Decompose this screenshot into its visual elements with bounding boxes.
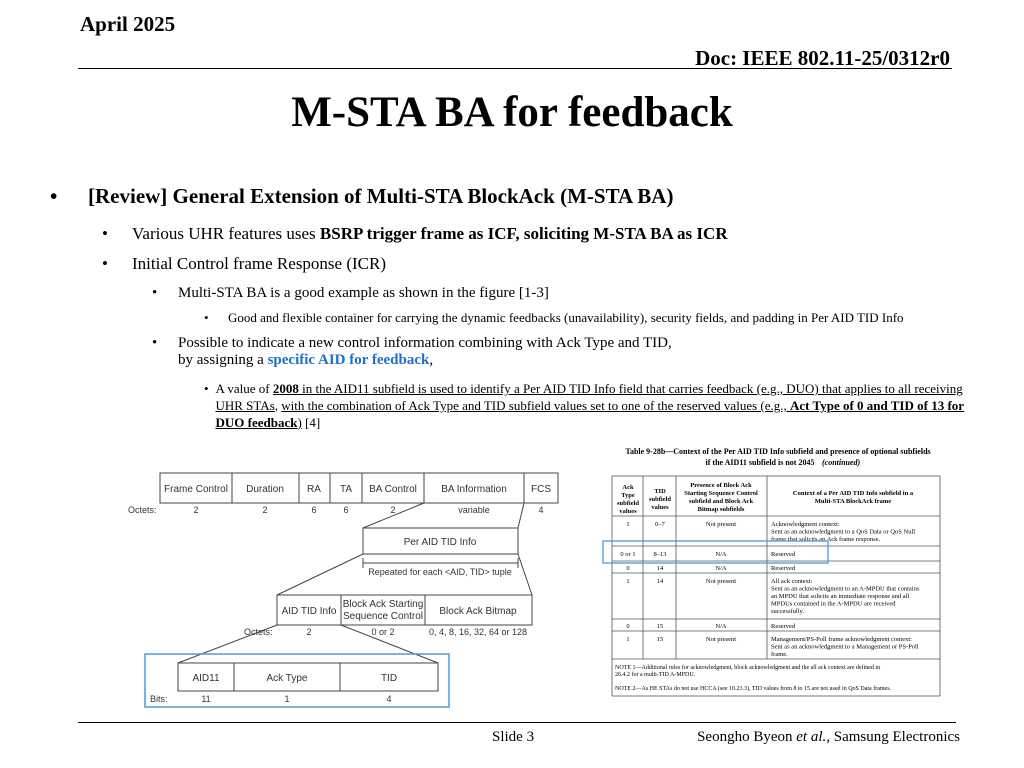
- table-cell: All ack context: Sent as an acknowledgment to an A-MPDU that contains an MPDU that solicits an immediate response and all MPDUs contained in the A-MPDU are received successfully.: [771, 578, 920, 615]
- author-etal: et al.: [796, 729, 827, 745]
- table-cell: 0 or 1: [620, 551, 636, 558]
- slide-number: Slide 3: [492, 729, 535, 745]
- table-cell: Not present: [705, 521, 737, 528]
- bullet-level2: [102, 224, 728, 244]
- table-caption-continued: (continued): [822, 458, 861, 467]
- field-duration: Duration: [246, 484, 284, 495]
- bullet-dot: •: [204, 381, 209, 396]
- per-aid-tid-info: Per AID TID Info: [403, 537, 477, 548]
- table-cell: 14: [656, 565, 664, 572]
- field-ta: TA: [339, 484, 353, 495]
- footer-divider: [78, 722, 956, 723]
- table-cell: 15: [656, 636, 664, 643]
- bullet-level4: [204, 380, 984, 431]
- field-bas-line1: Block Ack Starting: [342, 599, 424, 610]
- bullet-text: [132, 224, 728, 244]
- highlight-text: specific AID for feedback: [267, 352, 430, 368]
- field-ba-information: BA Information: [441, 484, 507, 495]
- octets-value: 2: [306, 627, 312, 637]
- field-bas-line2: Sequence Control: [342, 611, 424, 622]
- bullet-text-bold: Act Type of 0 and TID of 13 for DUO feedback: [215, 398, 965, 430]
- table-cell: N/A: [715, 623, 727, 630]
- bullet-level4: [204, 310, 904, 326]
- table-cell: Acknowledgment context: Sent as an acknowledgment to a QoS Data or QoS Null frame that solicits an Ack frame response.: [771, 521, 916, 543]
- footer-author: [697, 729, 960, 746]
- table-cell: Reserved: [771, 623, 796, 630]
- author-affiliation: , Samsung Electronics: [826, 729, 960, 745]
- table-header: Context of a Per AID TID Info subfield in a Multi-STA BlockAck frame: [792, 490, 914, 505]
- table-cell: 0: [626, 565, 630, 572]
- bullet-text-underlined: ): [297, 415, 302, 430]
- table-cell: 15: [656, 623, 664, 630]
- bullet-text: Good and flexible container for carrying the dynamic feedbacks (unavailability), security fields, and padding in Per AID TID Info: [228, 310, 904, 325]
- bullet-line: Possible to indicate a new control information combining with Ack Type and TID,: [178, 335, 672, 351]
- table-cell: 8–13: [653, 551, 667, 558]
- header-doc-number: Doc: IEEE 802.11-25/0312r0: [695, 46, 950, 70]
- octets-label: Octets:: [128, 505, 157, 515]
- octets-value: 2: [390, 505, 396, 515]
- octets-value: 6: [343, 505, 349, 515]
- table-cell: 1: [626, 636, 630, 643]
- bullet-text: [Review] General Extension of Multi-STA BlockAck (M-STA BA): [88, 184, 674, 208]
- table-note: NOTE 1—Additional rules for acknowledgment, block acknowledgment and the all ack context are defined in 26.4.2 for a multi-TID A-MPDU.: [615, 665, 881, 678]
- table-header: Presence of Block Ack Starting Sequence Control subfield and Block Ack Bitmap subfields: [684, 482, 758, 513]
- repeated-note: Repeated for each <AID, TID> tuple: [368, 567, 512, 577]
- bullet-dot: •: [204, 310, 209, 325]
- bullet-level3: [152, 335, 672, 369]
- field-frame-control: Frame Control: [164, 484, 228, 495]
- bullet-text-plain: Various UHR features uses: [132, 224, 320, 243]
- octets-value: 0, 4, 8, 16, 32, 64 or 128: [428, 627, 528, 637]
- octets-value: 2: [193, 505, 199, 515]
- field-ba-control: BA Control: [369, 484, 417, 495]
- table-cell: 1: [626, 578, 630, 585]
- field-ack-type: Ack Type: [266, 673, 308, 684]
- table-cell: Reserved: [771, 565, 796, 572]
- header-date: April 2025: [80, 12, 176, 36]
- table-cell: N/A: [715, 565, 727, 572]
- bullet-dot: •: [102, 224, 108, 243]
- reference: [4]: [301, 415, 321, 430]
- bits-label: Bits:: [150, 694, 168, 704]
- octets-value: variable: [458, 505, 490, 515]
- bullet-text-plain: ,: [429, 352, 434, 368]
- field-block-ack-bitmap: Block Ack Bitmap: [439, 606, 517, 617]
- field-aid11: AID11: [192, 673, 220, 684]
- field-aid-tid-info: AID TID Info: [281, 606, 337, 617]
- octets-label: Octets:: [244, 627, 273, 637]
- bullet-level3: [152, 285, 549, 302]
- bits-value: 1: [284, 694, 290, 704]
- bits-value: 11: [201, 694, 211, 704]
- bullet-level1: [50, 184, 673, 209]
- table-cell: Reserved: [771, 551, 796, 558]
- table-caption: if the AID11 subfield is not 2045: [705, 458, 815, 467]
- frame-format-diagram: [120, 465, 580, 715]
- bullet-text: Initial Control frame Response (ICR): [132, 254, 387, 273]
- bullet-text-plain: A value of: [215, 381, 273, 396]
- table-cell: Not present: [705, 636, 737, 643]
- context-table: [600, 443, 950, 701]
- field-tid: TID: [380, 673, 398, 684]
- table-cell: Management/PS-Poll frame acknowledgment context: Sent as an acknowledgment to a Management or PS-Poll frame.: [771, 636, 919, 658]
- bullet-text-bold: BSRP trigger frame as ICF, soliciting M-STA BA as ICR: [319, 224, 728, 243]
- bullet-text-plain: by assigning a: [178, 352, 268, 368]
- table-cell: 1: [626, 521, 630, 528]
- octets-value: 2: [262, 505, 268, 515]
- bullet-dot: •: [152, 285, 158, 301]
- table-cell: 0: [626, 623, 630, 630]
- bits-value: 4: [386, 694, 392, 704]
- bullet-text: [215, 380, 984, 431]
- octets-value: 4: [538, 505, 544, 515]
- field-ra: RA: [307, 484, 321, 495]
- bullet-text-underlined: in the AID11 subfield is used to identify a Per AID TID Info field that carries feedback (e.g., DUO) that applies to all receiving UHR STAs: [215, 381, 963, 413]
- bullet-text: [178, 335, 672, 369]
- bullet-dot: •: [152, 335, 158, 351]
- bullet-level2: [102, 254, 386, 274]
- slide-title: M-STA BA for feedback: [291, 89, 733, 136]
- octets-value: 0 or 2: [371, 627, 395, 637]
- bullet-text-plain: ,: [274, 398, 282, 413]
- octets-value: 6: [311, 505, 317, 515]
- table-cell: Not present: [705, 578, 737, 585]
- bullet-text-underlined: with the combination of Ack Type and TID subfield values set to one of the reserved values (e.g.,: [281, 398, 790, 413]
- header-divider: [78, 68, 952, 69]
- table-caption: Table 9-28b—Context of the Per AID TID Info subfield and presence of optional subfields: [625, 447, 931, 456]
- bullet-text: Multi-STA BA is a good example as shown in the figure [1-3]: [178, 285, 549, 301]
- field-fcs: FCS: [531, 484, 551, 495]
- table-header: Ack Type subfield values: [616, 484, 640, 515]
- table-header: TID subfield values: [648, 488, 672, 511]
- aid-value: 2008: [272, 381, 299, 396]
- table-cell: N/A: [715, 551, 727, 558]
- table-cell: 14: [656, 578, 664, 585]
- table-cell: 0–7: [655, 521, 665, 528]
- author-name: Seongho Byeon: [697, 729, 797, 745]
- table-note: NOTE 2—As HE STAs do not use HCCA (see 10.23.3), TID values from 8 to 15 are not used in QoS Data frames.: [615, 686, 892, 692]
- bullet-dot: •: [50, 184, 58, 208]
- bullet-dot: •: [102, 254, 108, 273]
